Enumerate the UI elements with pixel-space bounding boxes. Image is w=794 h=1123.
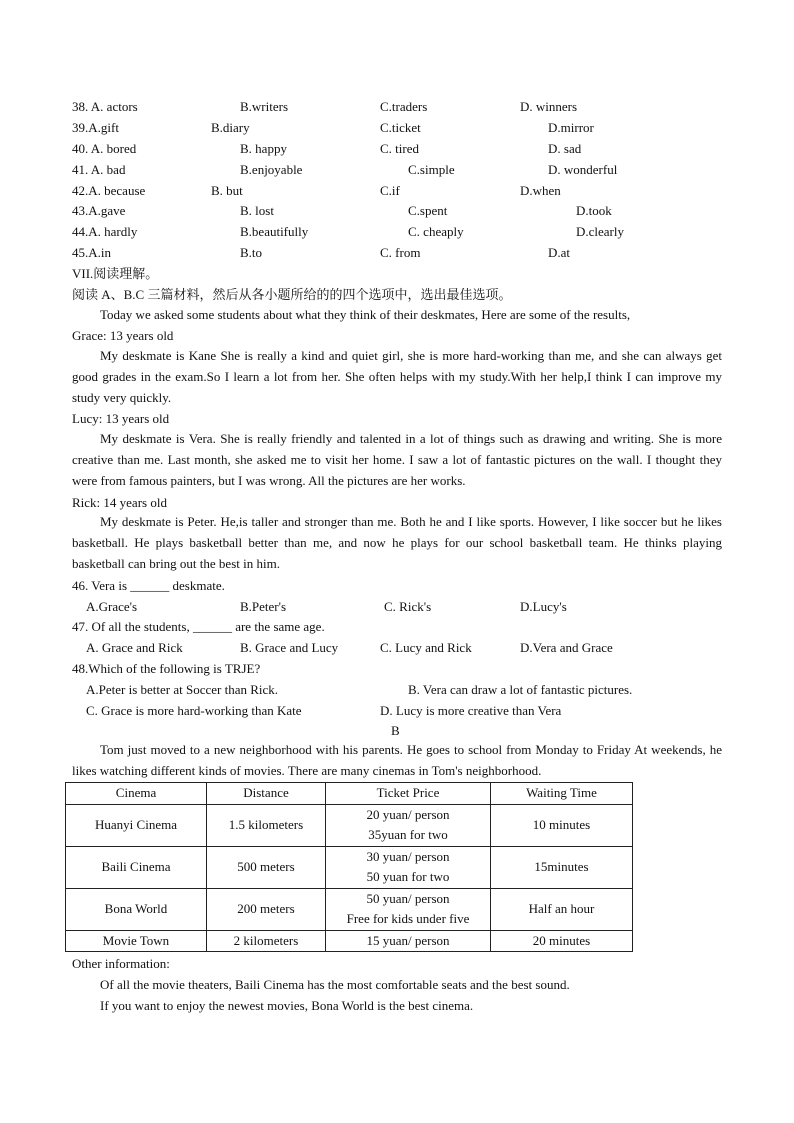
cell-wait: 15minutes xyxy=(491,846,633,888)
cell-cinema: Huanyi Cinema xyxy=(66,804,207,846)
header-waiting-time: Waiting Time xyxy=(491,783,633,805)
q48-option-c: C. Grace is more hard-working than Kate xyxy=(86,703,302,718)
q48-option-b: B. Vera can draw a lot of fantastic pictures. xyxy=(408,682,633,697)
table-row xyxy=(66,804,633,846)
option-41-c: C.simple xyxy=(408,162,455,177)
option-43-d: D.took xyxy=(576,203,612,218)
cell-distance: 1.5 kilometers xyxy=(207,804,326,846)
table-row xyxy=(66,930,633,952)
option-42-b: B. but xyxy=(211,183,243,198)
cell-wait: 10 minutes xyxy=(491,804,633,846)
option-44-d: D.clearly xyxy=(576,224,625,239)
option-45-a: 45.A.in xyxy=(72,245,111,260)
option-39-d: D.mirror xyxy=(548,120,594,135)
grace-label: Grace: 13 years old xyxy=(72,328,174,343)
option-39-b: B.diary xyxy=(211,120,250,135)
price-single: 20 yuan/ person xyxy=(366,806,450,822)
option-45-d: D.at xyxy=(548,245,571,260)
q46-option-a: A.Grace's xyxy=(86,599,138,614)
question-46: 46. Vera is ______ deskmate. xyxy=(72,578,225,593)
question-47: 47. Of all the students, ______ are the same age. xyxy=(72,619,325,634)
option-45-c: C. from xyxy=(380,245,421,260)
q48-option-d: D. Lucy is more creative than Vera xyxy=(380,703,562,718)
cell-cinema: Baili Cinema xyxy=(66,846,207,888)
price-pair: 50 yuan for two xyxy=(366,869,450,884)
price-single: 50 yuan/ person xyxy=(366,890,450,906)
option-38-b: B.writers xyxy=(240,99,289,114)
option-42-c: C.if xyxy=(380,183,400,198)
cell-price xyxy=(326,846,491,888)
cell-cinema: Movie Town xyxy=(66,930,207,952)
cell-distance: 2 kilometers xyxy=(207,930,326,952)
passage-b-label: B xyxy=(391,723,400,738)
option-40-b: B. happy xyxy=(240,141,287,156)
cell-price xyxy=(326,888,491,930)
cell-wait: Half an hour xyxy=(491,888,633,930)
q47-option-c: C. Lucy and Rick xyxy=(380,640,472,655)
price-pair: 35yuan for two xyxy=(368,827,448,842)
q46-option-c: C. Rick's xyxy=(384,599,432,614)
option-40-c: C. tired xyxy=(380,141,419,156)
option-40-d: D. sad xyxy=(548,141,582,156)
section-title: VII.阅读理解。 xyxy=(72,266,159,281)
option-41-b: B.enjoyable xyxy=(240,162,303,177)
cinema-table xyxy=(65,782,633,952)
q46-option-d: D.Lucy's xyxy=(520,599,567,614)
q48-option-a: A.Peter is better at Soccer than Rick. xyxy=(86,682,279,697)
option-42-a: 42.A. because xyxy=(72,183,146,198)
table-row xyxy=(66,888,633,930)
grace-paragraph: My deskmate is Kane She is really a kind and quiet girl, she is more hard-working than me, and she can always get good grades in the exam.So I learn a lot from her. She often helps with my study.With her help,I think I can improve my study very quickly. xyxy=(72,348,722,405)
other-info-label: Other information: xyxy=(72,956,170,971)
q47-option-a: A. Grace and Rick xyxy=(86,640,183,655)
section-instructions: 阅读 A、B.C 三篇材料，然后从各小题所给的的四个选项中，选出最佳选项。 xyxy=(72,287,512,302)
option-43-c: C.spent xyxy=(408,203,448,218)
option-38-d: D. winners xyxy=(520,99,578,114)
q47-option-d: D.Vera and Grace xyxy=(520,640,613,655)
cell-distance: 500 meters xyxy=(207,846,326,888)
price-kids: Free for kids under five xyxy=(346,911,470,926)
option-43-a: 43.A.gave xyxy=(72,203,126,218)
cell-price: 15 yuan/ person xyxy=(326,930,491,952)
other-info-line-1: Of all the movie theaters, Baili Cinema has the most comfortable seats and the best sound. xyxy=(100,977,570,992)
rick-label: Rick: 14 years old xyxy=(72,495,167,510)
option-44-b: B.beautifully xyxy=(240,224,309,239)
price-single: 30 yuan/ person xyxy=(366,848,450,864)
header-distance: Distance xyxy=(207,783,326,805)
cell-price xyxy=(326,804,491,846)
cell-wait: 20 minutes xyxy=(491,930,633,952)
table-header-row xyxy=(66,783,633,805)
cell-distance: 200 meters xyxy=(207,888,326,930)
option-45-b: B.to xyxy=(240,245,263,260)
cell-cinema: Bona World xyxy=(66,888,207,930)
option-42-d: D.when xyxy=(520,183,561,198)
passage-b-paragraph: Tom just moved to a new neighborhood with his parents. He goes to school from Monday to Friday At weekends, he likes watching different kinds of movies. There are many cinemas in Tom's neighborhood. xyxy=(72,742,722,778)
q46-option-b: B.Peter's xyxy=(240,599,287,614)
option-43-b: B. lost xyxy=(240,203,274,218)
question-48: 48.Which of the following is TRJE? xyxy=(72,661,261,676)
lucy-paragraph: My deskmate is Vera. She is really friendly and talented in a lot of things such as drawing and writing. She is more creative than me. Last month, she asked me to visit her home. I saw a lot of fantastic pictures on the wall. I thought they were from famous painters, but I was wrong. All the pictures are her works. xyxy=(72,431,722,488)
rick-paragraph: My deskmate is Peter. He,is taller and stronger than me. Both he and I like sports. However, I like soccer but he likes basketball. He plays basketball better than me, and now he plays for our school basketball team. He thinks playing basketball can bring out the best in him. xyxy=(72,514,722,571)
option-40-a: 40. A. bored xyxy=(72,141,137,156)
option-38-c: C.traders xyxy=(380,99,428,114)
header-cinema: Cinema xyxy=(66,783,207,805)
option-39-a: 39.A.gift xyxy=(72,120,119,135)
other-info-line-2: If you want to enjoy the newest movies, Bona World is the best cinema. xyxy=(100,998,474,1013)
header-ticket-price: Ticket Price xyxy=(326,783,491,805)
lucy-label: Lucy: 13 years old xyxy=(72,411,170,426)
passage-a-intro: Today we asked some students about what they think of their deskmates, Here are some of the results, xyxy=(100,307,631,322)
option-39-c: C.ticket xyxy=(380,120,421,135)
option-38-a: 38. A. actors xyxy=(72,99,138,114)
q47-option-b: B. Grace and Lucy xyxy=(240,640,339,655)
option-44-a: 44.A. hardly xyxy=(72,224,138,239)
option-44-c: C. cheaply xyxy=(408,224,464,239)
option-41-d: D. wonderful xyxy=(548,162,618,177)
option-41-a: 41. A. bad xyxy=(72,162,126,177)
table-row xyxy=(66,846,633,888)
